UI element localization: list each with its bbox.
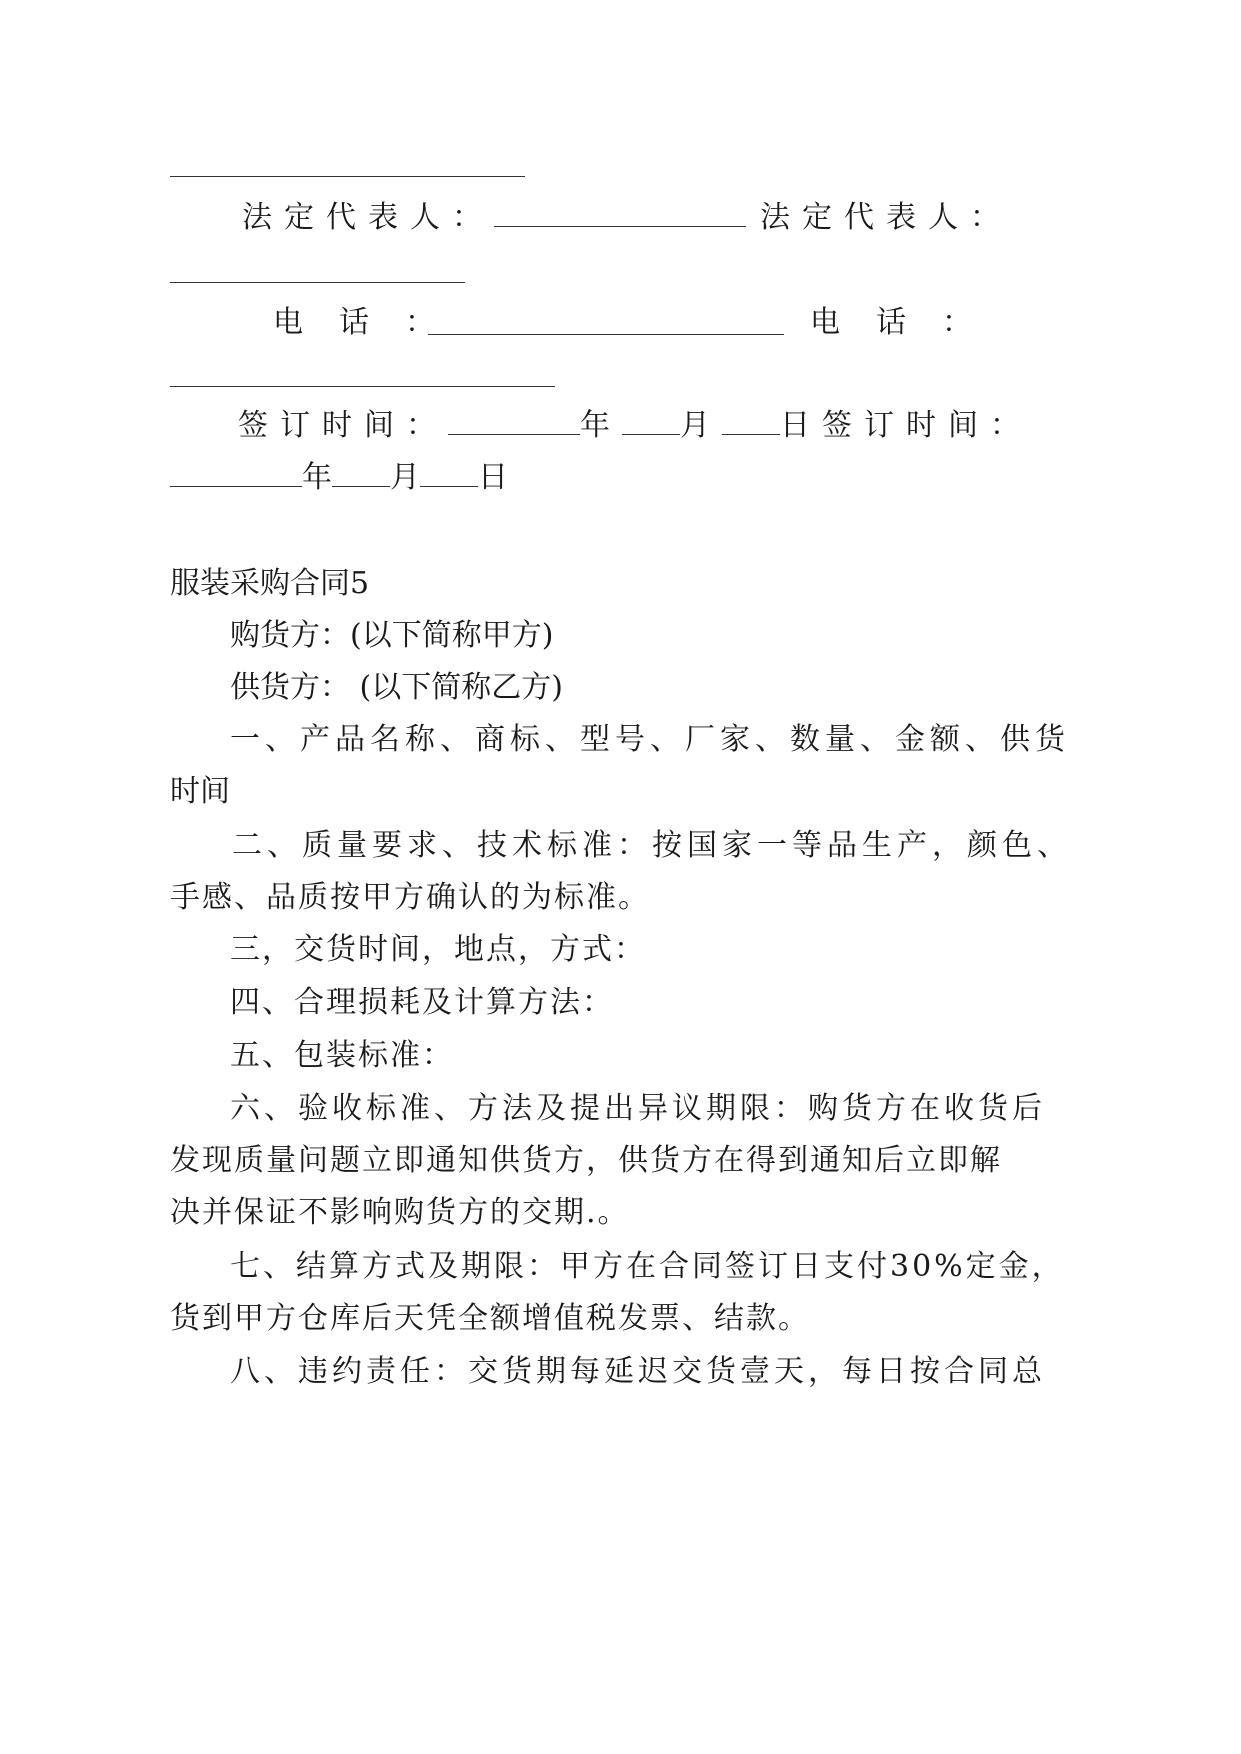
year-blank (170, 460, 302, 487)
sign-time-line (238, 406, 1032, 446)
blank-line (170, 176, 525, 177)
blank-line (170, 282, 465, 283)
clause-6: 六、验收标准、方法及提出异议期限：购货方在收货后 (230, 1091, 1046, 1126)
year-blank (448, 408, 580, 435)
legal-rep-line (242, 198, 1012, 238)
month-label: 月 (390, 460, 420, 495)
legal-rep-blank-a (494, 200, 746, 227)
contract-title: 服装采购合同5 (170, 566, 370, 601)
day-blank (420, 460, 478, 487)
day-blank (722, 408, 780, 435)
clause-2-cont: 手感、品质按甲方确认的为标准。 (170, 880, 650, 915)
clause-7-cont: 货到甲方仓库后天凭全额增值税发票、结款。 (170, 1301, 810, 1336)
day-label: 日 (478, 460, 508, 495)
year-label: 年 (580, 408, 622, 443)
month-blank (622, 408, 680, 435)
blank-line (428, 334, 784, 335)
phone-line: 电话： (273, 305, 435, 340)
day-label: 日 (780, 408, 822, 443)
clause-4: 四、合理损耗及计算方法： (230, 985, 614, 1020)
year-label: 年 (302, 460, 332, 495)
phone-line-b: 电话： (810, 305, 972, 340)
phone-label-a: 电话 (273, 305, 405, 340)
blank-line (170, 386, 555, 387)
clause-1: 一、产品名称、商标、型号、厂家、数量、金额、供货 (230, 722, 1070, 757)
clause-6-cont-2: 决并保证不影响购货方的交期.。 (170, 1195, 630, 1230)
clause-6-cont-1: 发现质量问题立即通知供货方，供货方在得到通知后立即解 (170, 1143, 1002, 1178)
buyer-line: 购货方：(以下简称甲方) (230, 618, 554, 653)
legal-rep-label-a: 法定代表人： (242, 200, 494, 235)
clause-2: 二、质量要求、技术标准：按国家一等品生产，颜色、 (232, 828, 1072, 863)
sign-time-label-b: 签订时间： (822, 408, 1032, 443)
legal-rep-label-b: 法定代表人： (760, 200, 1012, 235)
clause-1-cont: 时间 (170, 774, 230, 809)
phone-label-b: 电话 (810, 305, 942, 340)
sign-time-line-b (170, 458, 508, 498)
clause-3: 三，交货时间，地点，方式： (230, 932, 646, 967)
month-label: 月 (680, 408, 722, 443)
supplier-line: 供货方： (以下简称乙方) (230, 670, 563, 705)
clause-7: 七、结算方式及期限：甲方在合同签订日支付30%定金， (230, 1249, 1065, 1284)
clause-8: 八、违约责任：交货期每延迟交货壹天，每日按合同总 (230, 1354, 1046, 1389)
sign-time-label-a: 签订时间： (238, 408, 448, 443)
month-blank (332, 460, 390, 487)
clause-5: 五、包装标准： (230, 1038, 454, 1073)
